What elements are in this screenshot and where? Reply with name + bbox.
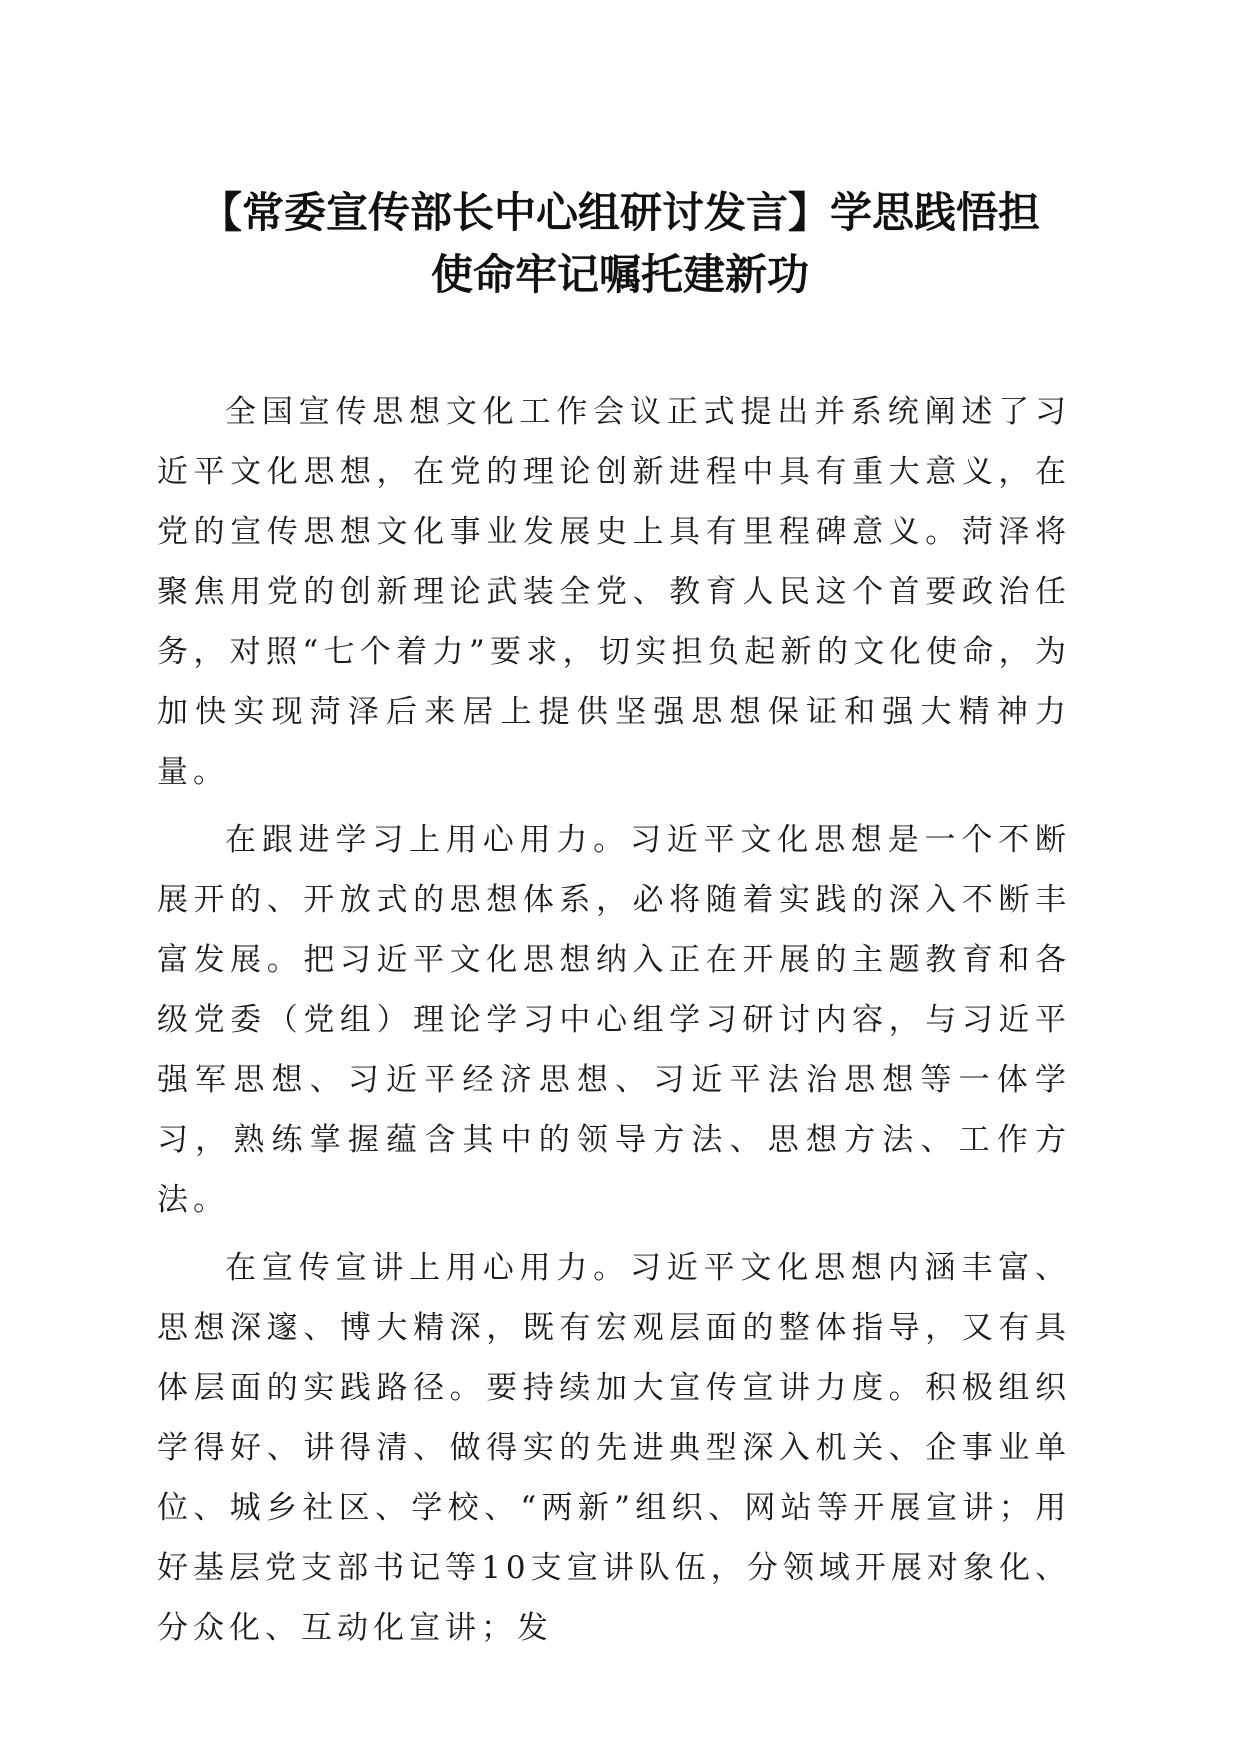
document-title xyxy=(150,182,1090,306)
document-body xyxy=(157,382,1071,1658)
title-line-1: 【常委宣传部长中心组研讨发言】学思践悟担 xyxy=(199,188,1040,237)
paragraph-study: 在跟进学习上用心用力。习近平文化思想是一个不断展开的、开放式的思想体系，必将随着实践的深入不断丰富发展。把习近平文化思想纳入正在开展的主题教育和各级党委（党组）理论学习中心组学习研讨内容，与习近平强军思想、习近平经济思想、习近平法治思想等一体学习，熟练掌握蕴含其中的领导方法、思想方法、工作方法。 xyxy=(157,822,1071,1218)
paragraph-publicity: 在宣传宣讲上用心用力。习近平文化思想内涵丰富、思想深邃、博大精深，既有宏观层面的整体指导，又有具体层面的实践路径。要持续加大宣传宣讲力度。积极组织学得好、讲得清、做得实的先进典型深入机关、企事业单位、城乡社区、学校、“两新”组织、网站等开展宣讲；用好基层党支部书记等10支宣讲队伍，分领域开展对象化、分众化、互动化宣讲；发 xyxy=(157,1250,1071,1646)
title-line-2: 使命牢记嘱托建新功 xyxy=(430,250,809,299)
paragraph-intro: 全国宣传思想文化工作会议正式提出并系统阐述了习近平文化思想，在党的理论创新进程中具有重大意义，在党的宣传思想文化事业发展史上具有里程碑意义。菏泽将聚焦用党的创新理论武装全党、教育人民这个首要政治任务，对照“七个着力”要求，切实担负起新的文化使命，为加快实现菏泽后来居上提供坚强思想保证和强大精神力量。 xyxy=(157,394,1071,790)
